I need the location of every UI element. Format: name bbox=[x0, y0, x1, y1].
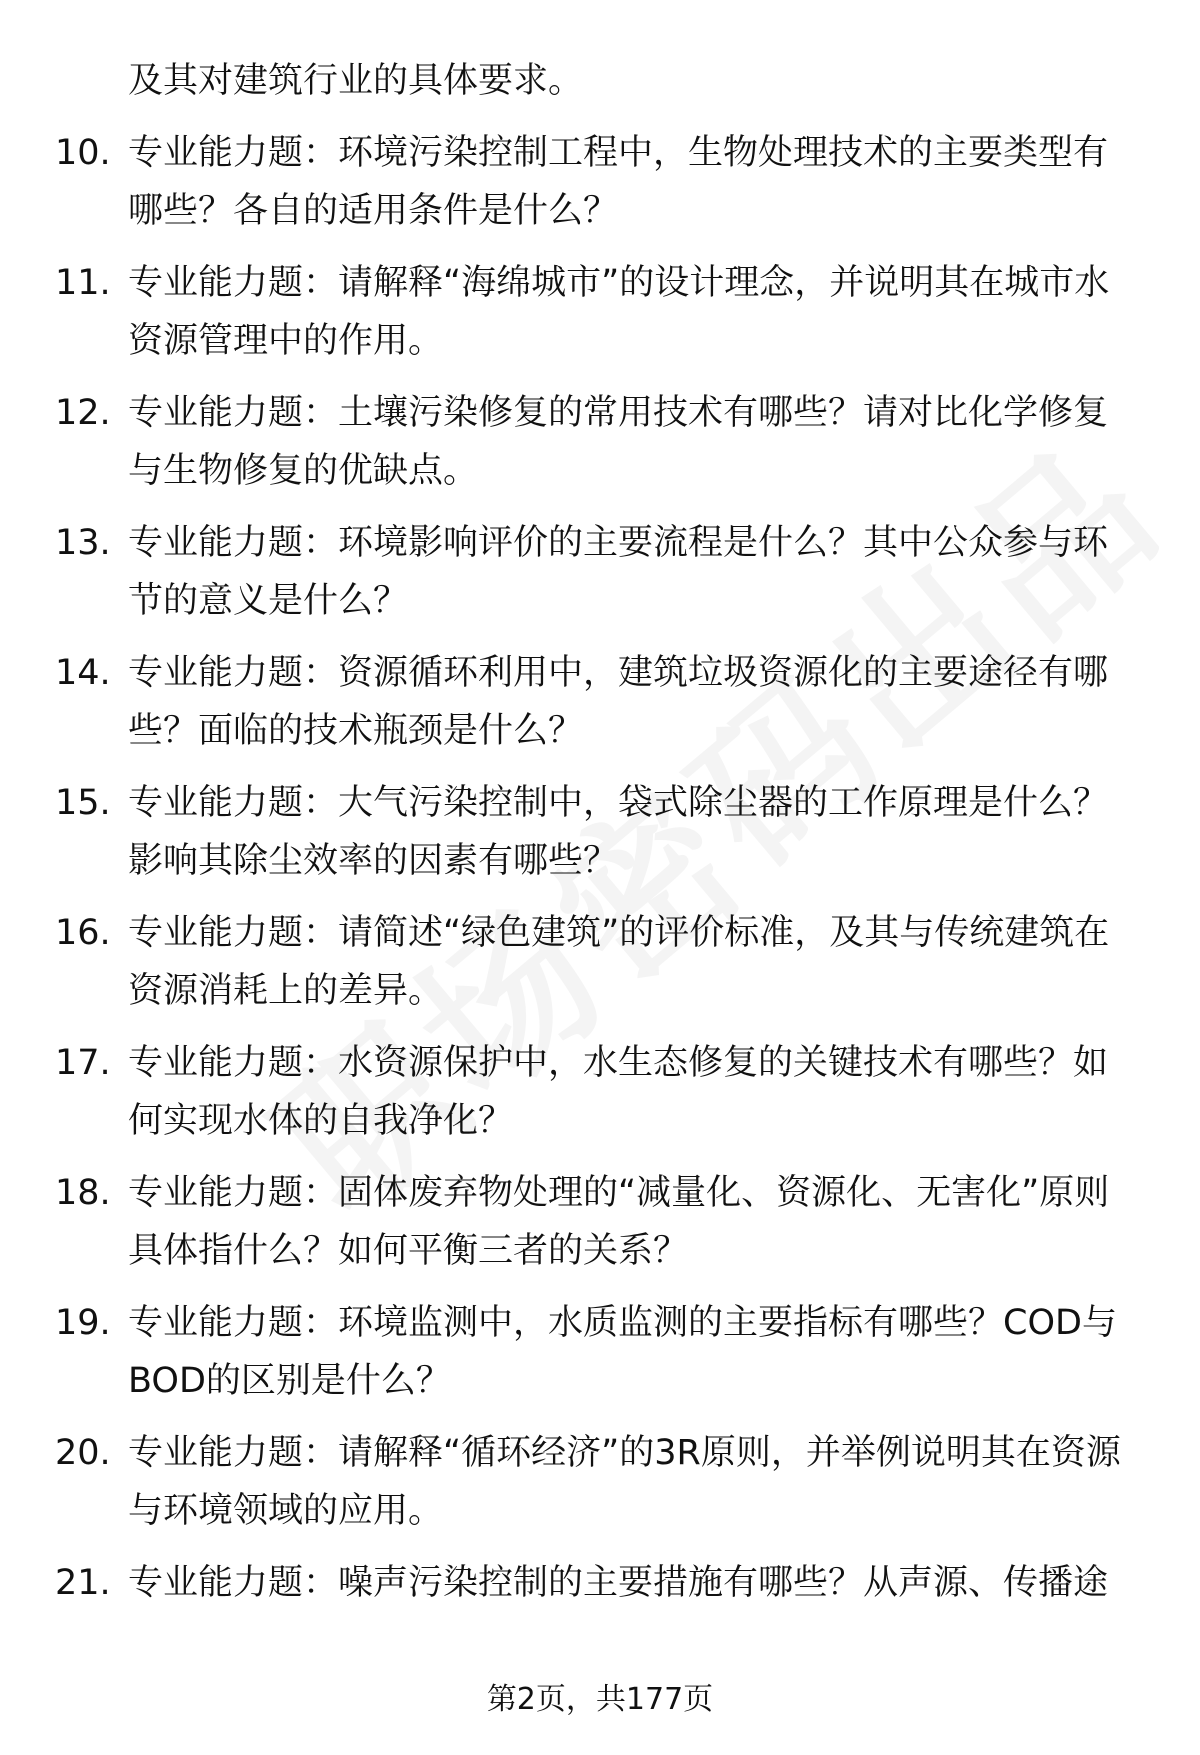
item-number: 10. bbox=[55, 133, 111, 173]
item-number: 14. bbox=[55, 653, 111, 693]
item-number: 20. bbox=[55, 1433, 111, 1473]
list-item bbox=[55, 124, 1138, 240]
item-text: 专业能力题：固体废弃物处理的“减量化、资源化、无害化”原则具体指什么？如何平衡三者的关系？ bbox=[128, 1173, 1110, 1271]
continuation-text: 及其对建筑行业的具体要求。 bbox=[128, 61, 584, 101]
item-number: 17. bbox=[55, 1043, 111, 1083]
list-item bbox=[55, 1554, 1138, 1612]
list-item bbox=[55, 1424, 1138, 1540]
item-text: 专业能力题：请解释“循环经济”的3R原则，并举例说明其在资源与环境领域的应用。 bbox=[128, 1433, 1121, 1531]
item-number: 11. bbox=[55, 263, 111, 303]
item-number: 21. bbox=[55, 1563, 111, 1603]
question-list bbox=[0, 52, 1200, 1626]
item-text: 专业能力题：大气污染控制中，袋式除尘器的工作原理是什么？影响其除尘效率的因素有哪些？ bbox=[128, 783, 1109, 881]
item-text: 专业能力题：资源循环利用中，建筑垃圾资源化的主要途径有哪些？面临的技术瓶颈是什么？ bbox=[128, 653, 1109, 751]
item-number: 19. bbox=[55, 1303, 111, 1343]
list-item bbox=[55, 1164, 1138, 1280]
item-text: 专业能力题：请解释“海绵城市”的设计理念，并说明其在城市水资源管理中的作用。 bbox=[128, 263, 1110, 361]
item-number: 16. bbox=[55, 913, 111, 953]
item-number: 15. bbox=[55, 783, 111, 823]
list-item bbox=[55, 1034, 1138, 1150]
item-text: 专业能力题：环境污染控制工程中，生物处理技术的主要类型有哪些？各自的适用条件是什么？ bbox=[128, 133, 1109, 231]
list-item bbox=[55, 904, 1138, 1020]
list-item bbox=[55, 254, 1138, 370]
page-number-footer: 第2页，共177页 bbox=[486, 1682, 714, 1717]
list-item bbox=[55, 514, 1138, 630]
item-text: 专业能力题：噪声污染控制的主要措施有哪些？从声源、传播途 bbox=[128, 1563, 1109, 1603]
list-item bbox=[55, 1294, 1138, 1410]
item-number: 18. bbox=[55, 1173, 111, 1213]
item-text: 专业能力题：环境影响评价的主要流程是什么？其中公众参与环节的意义是什么？ bbox=[128, 523, 1109, 621]
item-text: 专业能力题：请简述“绿色建筑”的评价标准，及其与传统建筑在资源消耗上的差异。 bbox=[128, 913, 1110, 1011]
item-text: 专业能力题：水资源保护中，水生态修复的关键技术有哪些？如何实现水体的自我净化？ bbox=[128, 1043, 1109, 1141]
item-number: 12. bbox=[55, 393, 111, 433]
list-item bbox=[55, 384, 1138, 500]
item-text: 专业能力题：环境监测中，水质监测的主要指标有哪些？COD与BOD的区别是什么？ bbox=[128, 1303, 1117, 1401]
list-item bbox=[55, 774, 1138, 890]
list-item bbox=[55, 644, 1138, 760]
item-text: 专业能力题：土壤污染修复的常用技术有哪些？请对比化学修复与生物修复的优缺点。 bbox=[128, 393, 1109, 491]
item-number: 13. bbox=[55, 523, 111, 563]
